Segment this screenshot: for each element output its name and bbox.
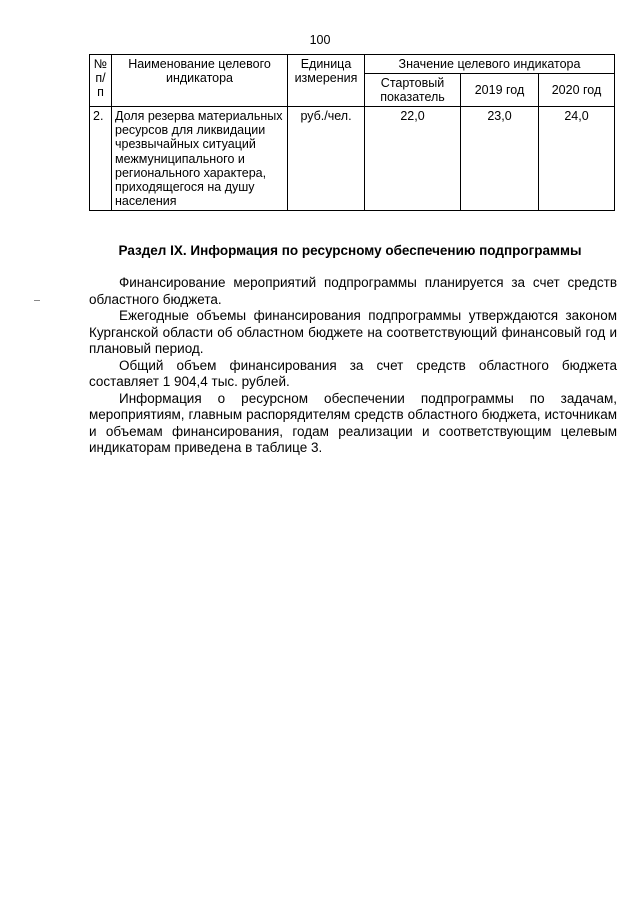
header-2019: 2019 год — [461, 74, 539, 107]
row-start: 22,0 — [365, 107, 461, 211]
row-2019: 23,0 — [461, 107, 539, 211]
header-name: Наименование целевого индикатора — [112, 55, 288, 107]
header-start: Стартовый показатель — [365, 74, 461, 107]
indicators-table — [89, 54, 615, 211]
row-unit: руб./чел. — [288, 107, 365, 211]
row-num: 2. — [90, 107, 112, 211]
paragraph: Финансирование мероприятий подпрограммы планируется за счет средств областного бюджета. — [89, 275, 617, 307]
paragraph: Информация о ресурсном обеспечении подпрограммы по задачам, мероприятиям, главным распорядителям средств областного бюджета, источникам и объемам финансирования, годам реализации и соответствующим целевым индикаторам приведена в таблице 3. — [89, 390, 617, 455]
header-2020: 2020 год — [539, 74, 615, 107]
paragraph: Ежегодные объемы финансирования подпрограммы утверждаются законом Курганской области об областном бюджете на соответствующий финансовый год и плановый период. — [89, 308, 617, 356]
table-row — [90, 107, 615, 211]
row-2020: 24,0 — [539, 107, 615, 211]
section-title: Раздел IX. Информация по ресурсному обеспечению подпрограммы — [118, 243, 582, 258]
paragraph: Общий объем финансирования за счет средств областного бюджета составляет 1 904,4 тыс. рублей. — [89, 357, 617, 389]
row-name: Доля резерва материальных ресурсов для ликвидации чрезвычайных ситуаций межмуниципального и регионального характера, приходящегося на душу населения — [112, 107, 288, 211]
margin-mark — [34, 300, 40, 301]
header-value-group: Значение целевого индикатора — [365, 55, 615, 74]
section-body — [89, 275, 617, 457]
header-unit: Единица измерения — [288, 55, 365, 107]
header-num: № п/ п — [90, 55, 112, 107]
page-number: 100 — [309, 33, 331, 47]
